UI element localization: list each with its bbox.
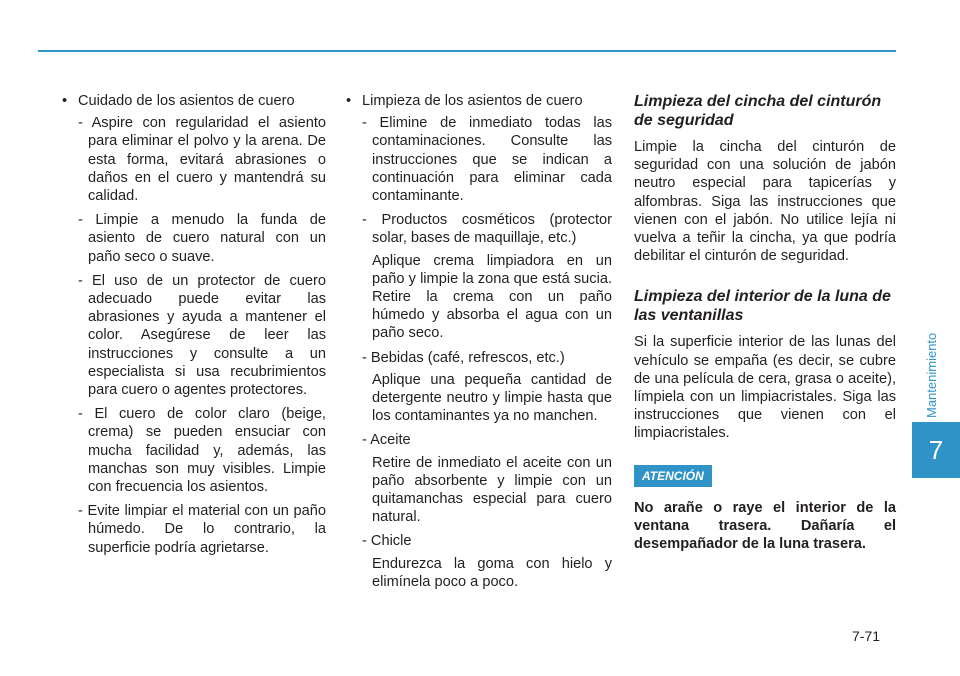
list-item-detail: Endurezca la goma con hielo y elimínela poco a poco.	[372, 555, 612, 590]
list-item: - Aspire con regularidad el asiento para eliminar el polvo y la arena. De esta forma, evitará abrasiones o daños en el cuero y mantendrá su calidad.	[78, 115, 326, 205]
bullet-icon: •	[346, 93, 352, 109]
list-item: - El uso de un protector de cuero adecuado puede evitar las abrasiones y ayuda a mantener el color. Asegúrese de leer las instrucciones y consulte a un especialista si usa recubrimientos para cuero o agentes protectores.	[78, 272, 326, 399]
column-leather-care	[62, 92, 326, 563]
bullet-item	[62, 92, 326, 110]
column-leather-cleaning	[346, 92, 612, 595]
bullet-text: Limpieza de los asientos de cuero	[362, 93, 583, 109]
list-item-detail: Aplique una pequeña cantidad de detergente neutro y limpie hasta que los contaminantes ya no manchen.	[372, 371, 612, 425]
bullet-icon: •	[62, 93, 68, 109]
list-item: - Aceite	[362, 432, 411, 449]
list-item: - Limpie a menudo la funda de asiento de cuero natural con un paño seco o suave.	[78, 212, 326, 265]
list-item: - El cuero de color claro (beige, crema) se pueden ensuciar con mucha facilidad y, además, las manchas son muy visibles. Limpie con frecuencia los asientos.	[78, 406, 326, 496]
warning-text: No arañe o raye el interior de la ventana trasera. Dañaría el desempañador de la luna trasera.	[634, 499, 896, 553]
page-number: 7-71	[852, 628, 881, 644]
column-belt-windows	[634, 92, 896, 553]
chapter-tab[interactable]: 7	[912, 422, 960, 478]
list-item: - Bebidas (café, refrescos, etc.)	[362, 349, 565, 366]
list-item: - Chicle	[362, 533, 412, 550]
list-item-detail: Retire de inmediato el aceite con un paño absorbente y limpie con un quitamanchas especial para cuero natural.	[372, 454, 612, 526]
paragraph: Si la superficie interior de las lunas del vehículo se empaña (es decir, se cubre de una película de cera, grasa o aceite), límpiela con un limpiacristales. Siga las instrucciones que vienen con el limpiacristales.	[634, 334, 896, 442]
list-item: - Productos cosméticos (protector solar, bases de maquillaje, etc.)	[362, 212, 612, 247]
bullet-item	[346, 92, 612, 110]
list-item: - Evite limpiar el material con un paño húmedo. De lo contrario, la superficie podría agrietarse.	[78, 503, 326, 556]
section-heading: Limpieza del interior de la luna de las ventanillas	[634, 288, 891, 325]
section-heading: Limpieza del cincha del cinturón de seguridad	[634, 93, 882, 129]
paragraph: Limpie la cincha del cinturón de seguridad con una solución de jabón neutro especial para tapicerías y alfombras. Siga las instrucciones que vienen con el jabón. No utilice lejía ni vuelva a teñir la cincha, ya que podría debilitar el cinturón de seguridad.	[634, 139, 896, 265]
bullet-text: Cuidado de los asientos de cuero	[78, 93, 295, 109]
list-item: - Elimine de inmediato todas las contaminaciones. Consulte las instrucciones que se indican a continuación para eliminar cada contaminante.	[362, 115, 612, 205]
section-label: Mantenimiento	[924, 332, 939, 418]
warning-badge: ATENCIÓN	[634, 465, 712, 487]
header-rule	[38, 50, 896, 52]
list-item-detail: Aplique crema limpiadora en un paño y limpie la zona que está sucia. Retire la crema con un paño húmedo y absorba el agua con un paño seco.	[372, 252, 612, 342]
